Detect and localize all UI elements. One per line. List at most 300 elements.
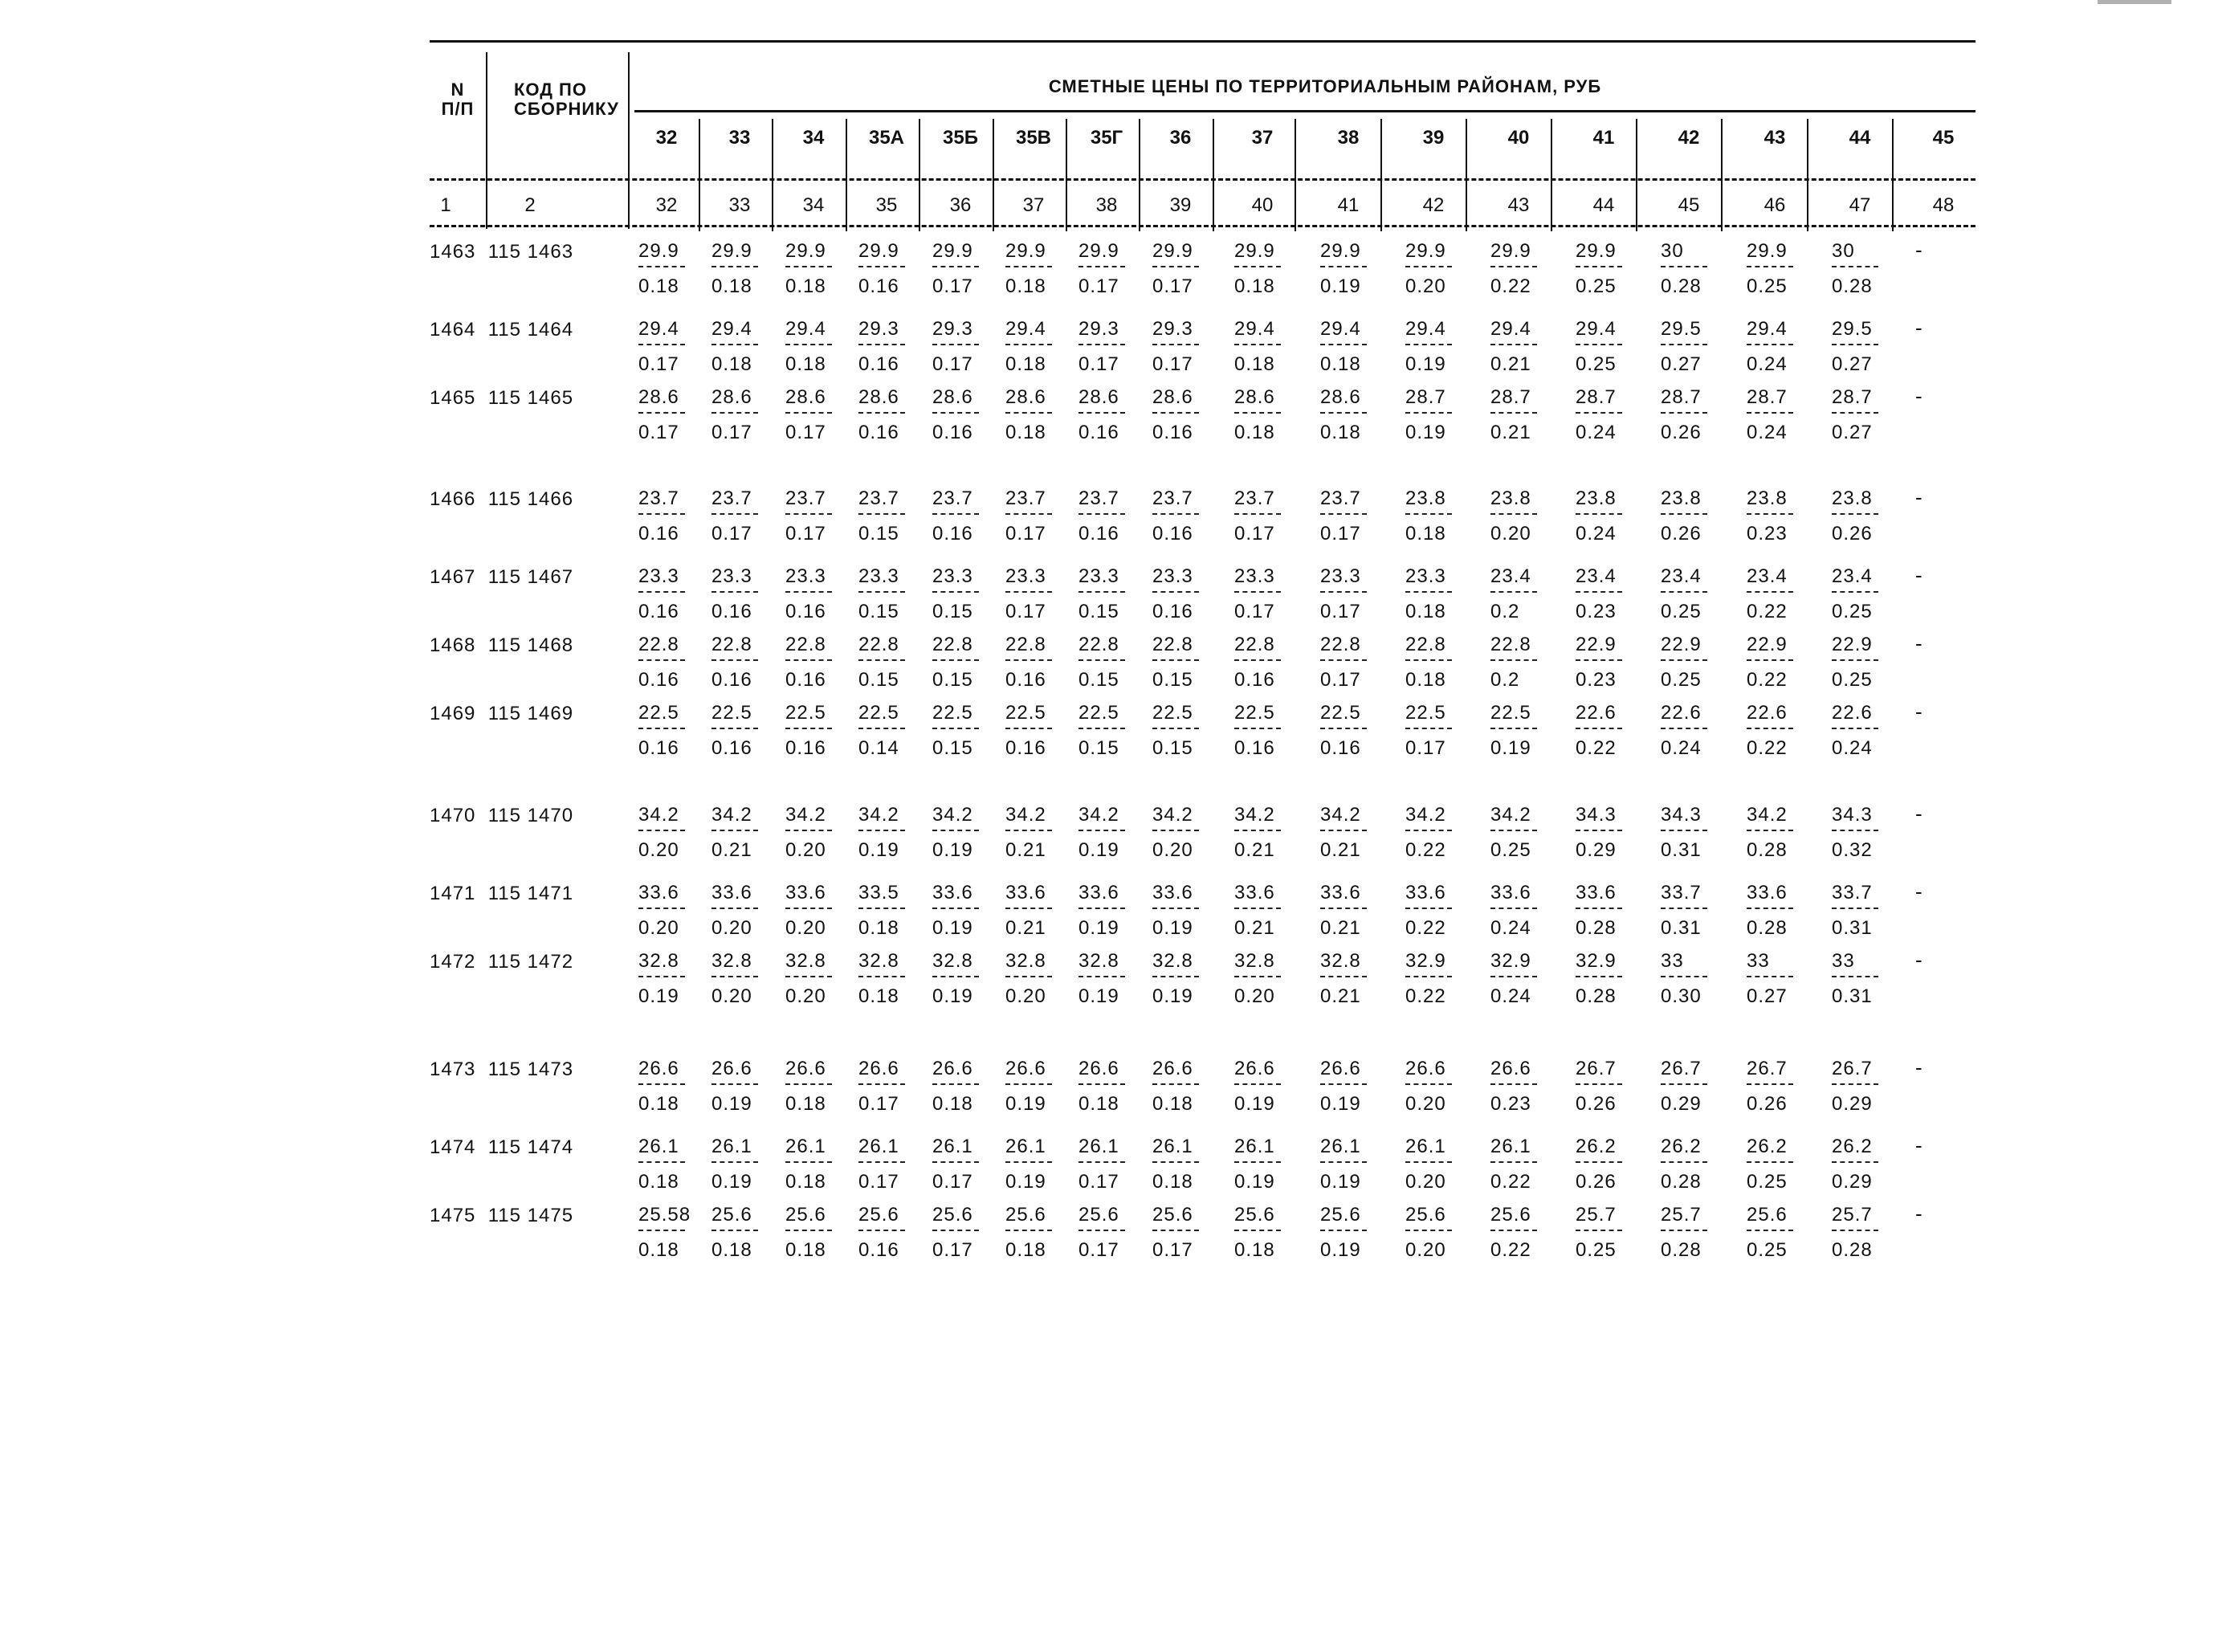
cost-cell: 0.25 — [1747, 275, 1788, 297]
fraction-dash — [1576, 976, 1622, 977]
fraction-dash — [1152, 1083, 1199, 1085]
fraction-dash — [711, 1083, 758, 1085]
column-divider — [993, 119, 994, 231]
district-header: 33 — [728, 127, 751, 149]
price-cell: 26.6 — [1234, 1058, 1275, 1079]
cost-cell: 0.16 — [1005, 737, 1046, 759]
fraction-dash — [1661, 1083, 1707, 1085]
cost-cell: 0.16 — [711, 737, 752, 759]
fraction-dash — [1005, 1161, 1052, 1163]
row-code: 115 1475 — [487, 1205, 574, 1226]
column-divider — [1213, 119, 1214, 231]
spacer — [475, 883, 487, 904]
fraction-dash — [1576, 266, 1622, 267]
price-cell: 32.8 — [1320, 950, 1361, 972]
fraction-dash — [711, 976, 758, 977]
row-code: 115 1474 — [487, 1136, 574, 1158]
fraction-dash — [785, 266, 832, 267]
fraction-dash — [1005, 728, 1052, 729]
fraction-dash — [1320, 1230, 1367, 1231]
fraction-dash — [785, 1083, 832, 1085]
cost-cell: 0.31 — [1661, 917, 1702, 939]
cost-cell: 0.19 — [1405, 353, 1446, 375]
cost-cell: 0.25 — [1832, 669, 1873, 691]
cost-cell: 0.18 — [1234, 275, 1275, 297]
fraction-dash — [1005, 1230, 1052, 1231]
price-cell: 26.2 — [1576, 1136, 1617, 1157]
last-column-cell: - — [1915, 879, 1922, 904]
column-divider — [1892, 119, 1894, 231]
price-cell: 23.7 — [785, 487, 826, 509]
price-cell: 33.6 — [1747, 882, 1788, 904]
fraction-dash — [785, 659, 832, 661]
price-cell: 34.2 — [1234, 804, 1275, 826]
fraction-dash — [711, 344, 758, 345]
fraction-dash — [1234, 659, 1281, 661]
price-cell: 23.3 — [1152, 565, 1193, 587]
fraction-dash — [1576, 591, 1622, 593]
price-cell: 34.2 — [858, 804, 899, 826]
cost-cell: 0.27 — [1661, 353, 1702, 375]
fraction-dash — [1832, 591, 1878, 593]
price-cell: 22.5 — [711, 702, 752, 724]
cost-cell: 0.17 — [932, 275, 973, 297]
column-number: 33 — [728, 194, 751, 216]
fraction-dash — [1234, 412, 1281, 414]
column-divider — [1551, 119, 1552, 231]
price-cell: 34.2 — [1747, 804, 1788, 826]
cost-cell: 0.16 — [785, 601, 826, 622]
fraction-dash — [638, 659, 685, 661]
cost-cell: 0.27 — [1832, 353, 1873, 375]
cost-cell: 0.23 — [1490, 1093, 1531, 1115]
cost-cell: 0.28 — [1661, 1171, 1702, 1193]
cost-cell: 0.19 — [1405, 422, 1446, 443]
price-cell: 22.9 — [1832, 634, 1873, 655]
fraction-dash — [1234, 266, 1281, 267]
price-cell: 22.9 — [1576, 634, 1617, 655]
fraction-dash — [1320, 1161, 1367, 1163]
price-cell: 34.2 — [711, 804, 752, 826]
cost-cell: 0.17 — [711, 523, 752, 545]
fraction-dash — [638, 1161, 685, 1163]
row-number: 1465 — [430, 387, 476, 409]
district-header: 41 — [1592, 127, 1615, 149]
cost-cell: 0.16 — [858, 1239, 899, 1261]
price-cell: 26.6 — [1320, 1058, 1361, 1079]
price-cell: 34.3 — [1661, 804, 1702, 826]
last-column-cell: - — [1915, 1055, 1922, 1079]
cost-cell: 0.19 — [1152, 917, 1193, 939]
price-cell: 33 — [1747, 950, 1770, 972]
district-header: 35Б — [943, 127, 978, 149]
cost-cell: 0.17 — [1152, 1239, 1193, 1261]
fraction-dash — [785, 830, 832, 831]
fraction-dash — [1320, 728, 1367, 729]
fraction-dash — [1661, 830, 1707, 831]
cost-cell: 0.16 — [1152, 601, 1193, 622]
row-label — [430, 703, 573, 725]
cost-cell: 0.17 — [638, 353, 679, 375]
cost-cell: 0.28 — [1747, 839, 1788, 861]
fraction-dash — [1490, 830, 1537, 831]
row-code: 115 1473 — [487, 1059, 574, 1080]
price-cell: 25.7 — [1576, 1204, 1617, 1226]
price-cell: 33.6 — [1078, 882, 1119, 904]
price-cell: 29.9 — [1078, 240, 1119, 262]
fraction-dash — [1405, 976, 1452, 977]
cost-cell: 0.17 — [1234, 523, 1275, 545]
cost-cell: 0.17 — [711, 422, 752, 443]
row-label — [430, 805, 573, 827]
group-title: СМЕТНЫЕ ЦЕНЫ ПО ТЕРРИТОРИАЛЬНЫМ РАЙОНАМ, РУБ — [1048, 76, 1602, 96]
cost-cell: 0.24 — [1832, 737, 1873, 759]
price-cell: 34.2 — [1490, 804, 1531, 826]
fraction-dash — [1320, 976, 1367, 977]
fraction-dash — [1078, 1161, 1125, 1163]
price-cell: 28.6 — [1320, 386, 1361, 408]
row-code: 115 1469 — [487, 703, 574, 724]
fraction-dash — [1152, 1161, 1199, 1163]
cost-cell: 0.21 — [1320, 839, 1361, 861]
cost-cell: 0.16 — [638, 601, 679, 622]
cost-cell: 0.22 — [1405, 917, 1446, 939]
fraction-dash — [1005, 830, 1052, 831]
fraction-dash — [1234, 976, 1281, 977]
cost-cell: 0.17 — [932, 1171, 973, 1193]
cost-cell: 0.19 — [1320, 1239, 1361, 1261]
price-cell: 28.7 — [1832, 386, 1873, 408]
row-number: 1463 — [430, 241, 476, 263]
cost-cell: 0.17 — [1078, 275, 1119, 297]
cost-cell: 0.28 — [1832, 275, 1873, 297]
cost-cell: 0.18 — [638, 1171, 679, 1193]
price-cell: 22.8 — [1405, 634, 1446, 655]
fraction-dash — [1152, 728, 1199, 729]
fraction-dash — [932, 1083, 979, 1085]
fraction-dash — [1661, 659, 1707, 661]
cost-cell: 0.22 — [1405, 839, 1446, 861]
cost-cell: 0.17 — [858, 1093, 899, 1115]
fraction-dash — [1078, 591, 1125, 593]
cost-cell: 0.25 — [1832, 601, 1873, 622]
cost-cell: 0.19 — [1152, 985, 1193, 1007]
cost-cell: 0.22 — [1490, 275, 1531, 297]
price-cell: 34.3 — [1832, 804, 1873, 826]
column-divider — [919, 119, 920, 231]
column-number: 48 — [1932, 194, 1955, 216]
price-cell: 26.6 — [711, 1058, 752, 1079]
price-cell: 26.7 — [1661, 1058, 1702, 1079]
fraction-dash — [932, 728, 979, 729]
price-cell: 25.6 — [1152, 1204, 1193, 1226]
cost-cell: 0.18 — [1005, 353, 1046, 375]
fraction-dash — [711, 591, 758, 593]
column-number: 45 — [1678, 194, 1700, 216]
fraction-dash — [1661, 344, 1707, 345]
fraction-dash — [1747, 659, 1793, 661]
cost-cell: 0.18 — [1152, 1171, 1193, 1193]
price-cell: 22.8 — [711, 634, 752, 655]
price-cell: 22.6 — [1661, 702, 1702, 724]
cost-cell: 0.23 — [1576, 601, 1617, 622]
fraction-dash — [1832, 1083, 1878, 1085]
price-cell: 22.8 — [638, 634, 679, 655]
price-cell: 25.6 — [1490, 1204, 1531, 1226]
fraction-dash — [1234, 728, 1281, 729]
fraction-dash — [1234, 513, 1281, 515]
cost-cell: 0.17 — [1320, 523, 1361, 545]
price-cell: 22.6 — [1576, 702, 1617, 724]
cost-cell: 0.19 — [932, 839, 973, 861]
price-cell: 23.4 — [1661, 565, 1702, 587]
price-cell: 22.9 — [1661, 634, 1702, 655]
fraction-dash — [785, 1161, 832, 1163]
cost-cell: 0.21 — [1490, 422, 1531, 443]
price-cell: 29.4 — [1490, 318, 1531, 340]
fraction-dash — [1747, 1230, 1793, 1231]
price-cell: 23.3 — [932, 565, 973, 587]
column-divider — [1066, 119, 1067, 231]
fraction-dash — [932, 412, 979, 414]
top-rule — [430, 40, 1975, 43]
row-code: 115 1465 — [487, 387, 574, 409]
price-cell: 26.1 — [711, 1136, 752, 1157]
price-cell: 25.6 — [932, 1204, 973, 1226]
price-cell: 22.8 — [1078, 634, 1119, 655]
fraction-dash — [1234, 344, 1281, 345]
last-column-cell: - — [1915, 238, 1922, 262]
price-cell: 32.8 — [1005, 950, 1046, 972]
cost-cell: 0.18 — [638, 1239, 679, 1261]
cost-cell: 0.19 — [1078, 917, 1119, 939]
price-cell: 26.1 — [638, 1136, 679, 1157]
price-cell: 25.6 — [1405, 1204, 1446, 1226]
price-cell: 23.3 — [638, 565, 679, 587]
district-header: 37 — [1251, 127, 1274, 149]
fraction-dash — [1405, 412, 1452, 414]
price-cell: 26.6 — [932, 1058, 973, 1079]
fraction-dash — [785, 513, 832, 515]
column-divider — [1636, 119, 1637, 231]
price-cell: 28.6 — [1152, 386, 1193, 408]
price-cell: 33.6 — [1490, 882, 1531, 904]
spacer — [475, 1059, 487, 1080]
fraction-dash — [1832, 908, 1878, 909]
cost-cell: 0.15 — [1078, 737, 1119, 759]
fraction-dash — [1320, 1083, 1367, 1085]
price-cell: 26.1 — [1005, 1136, 1046, 1157]
fraction-dash — [1747, 344, 1793, 345]
fraction-dash — [785, 1230, 832, 1231]
cost-cell: 0.24 — [1747, 353, 1788, 375]
price-cell: 34.2 — [1005, 804, 1046, 826]
cost-cell: 0.18 — [1320, 353, 1361, 375]
price-cell: 22.8 — [858, 634, 899, 655]
fraction-dash — [638, 591, 685, 593]
cost-cell: 0.21 — [1490, 353, 1531, 375]
last-column-cell: - — [1915, 700, 1922, 724]
fraction-dash — [711, 266, 758, 267]
cost-cell: 0.22 — [1747, 737, 1788, 759]
cost-cell: 0.25 — [1576, 275, 1617, 297]
price-cell: 28.7 — [1405, 386, 1446, 408]
row-number: 1470 — [430, 805, 476, 826]
fraction-dash — [1747, 830, 1793, 831]
cost-cell: 0.20 — [1405, 1171, 1446, 1193]
cost-cell: 0.16 — [1234, 737, 1275, 759]
cost-cell: 0.17 — [932, 353, 973, 375]
row-label — [430, 241, 573, 263]
header-divider-2 — [628, 52, 630, 229]
cost-cell: 0.17 — [638, 422, 679, 443]
fraction-dash — [1405, 266, 1452, 267]
price-cell: 33 — [1661, 950, 1684, 972]
fraction-dash — [711, 908, 758, 909]
price-cell: 32.8 — [638, 950, 679, 972]
cost-cell: 0.17 — [932, 1239, 973, 1261]
fraction-dash — [1747, 908, 1793, 909]
row-code: 115 1471 — [487, 883, 574, 904]
cost-cell: 0.24 — [1576, 422, 1617, 443]
price-cell: 23.7 — [858, 487, 899, 509]
fraction-dash — [1490, 591, 1537, 593]
fraction-dash — [711, 513, 758, 515]
cost-cell: 0.17 — [1078, 353, 1119, 375]
district-header: 35В — [1015, 127, 1052, 149]
price-cell: 23.8 — [1576, 487, 1617, 509]
fraction-dash — [1576, 412, 1622, 414]
price-cell: 34.2 — [932, 804, 973, 826]
fraction-dash — [932, 591, 979, 593]
fraction-dash — [638, 1230, 685, 1231]
row-code: 115 1466 — [487, 488, 574, 510]
cost-cell: 0.15 — [932, 737, 973, 759]
fraction-dash — [1405, 344, 1452, 345]
cost-cell: 0.23 — [1747, 523, 1788, 545]
district-header: 39 — [1422, 127, 1445, 149]
fraction-dash — [858, 412, 905, 414]
price-cell: 23.3 — [1078, 565, 1119, 587]
price-cell: 28.7 — [1661, 386, 1702, 408]
fraction-dash — [1005, 266, 1052, 267]
fraction-dash — [1661, 728, 1707, 729]
fraction-dash — [1747, 591, 1793, 593]
fraction-dash — [1405, 1161, 1452, 1163]
cost-cell: 0.20 — [1005, 985, 1046, 1007]
row-label — [430, 1205, 573, 1227]
column-divider — [699, 119, 700, 231]
fraction-dash — [1078, 976, 1125, 977]
price-cell: 29.4 — [1320, 318, 1361, 340]
fraction-dash — [1490, 344, 1537, 345]
cost-cell: 0.28 — [1747, 917, 1788, 939]
cost-cell: 0.20 — [785, 917, 826, 939]
price-cell: 23.7 — [932, 487, 973, 509]
fraction-dash — [932, 908, 979, 909]
fraction-dash — [1005, 908, 1052, 909]
fraction-dash — [1078, 344, 1125, 345]
price-cell: 28.7 — [1490, 386, 1531, 408]
column-number: 38 — [1095, 194, 1118, 216]
fraction-dash — [1832, 412, 1878, 414]
price-cell: 25.6 — [1005, 1204, 1046, 1226]
column-divider — [1380, 119, 1382, 231]
price-cell: 25.6 — [1078, 1204, 1119, 1226]
fraction-dash — [1747, 513, 1793, 515]
price-cell: 32.8 — [1078, 950, 1119, 972]
fraction-dash — [638, 513, 685, 515]
price-cell: 28.7 — [1576, 386, 1617, 408]
price-cell: 26.1 — [1320, 1136, 1361, 1157]
fraction-dash — [1152, 591, 1199, 593]
column-divider — [772, 119, 773, 231]
col-code-label: КОД ПО СБОРНИКУ — [514, 80, 619, 119]
row-number: 1467 — [430, 566, 476, 588]
fraction-dash — [1490, 728, 1537, 729]
cost-cell: 0.28 — [1832, 1239, 1873, 1261]
spacer — [475, 634, 487, 656]
fraction-dash — [1832, 976, 1878, 977]
fraction-dash — [1152, 659, 1199, 661]
column-number: 43 — [1507, 194, 1530, 216]
column-divider — [1295, 119, 1296, 231]
price-cell: 29.4 — [638, 318, 679, 340]
row-number: 1472 — [430, 951, 476, 973]
price-cell: 33.6 — [1405, 882, 1446, 904]
row-label — [430, 387, 573, 410]
row-label — [430, 1136, 573, 1159]
price-cell: 29.9 — [1005, 240, 1046, 262]
price-cell: 29.9 — [1490, 240, 1531, 262]
cost-cell: 0.16 — [785, 737, 826, 759]
cost-cell: 0.18 — [932, 1093, 973, 1115]
body-dash-rule — [430, 225, 1975, 227]
fraction-dash — [1152, 830, 1199, 831]
fraction-dash — [785, 728, 832, 729]
fraction-dash — [1405, 830, 1452, 831]
column-number: 34 — [802, 194, 825, 216]
cost-cell: 0.19 — [1320, 1093, 1361, 1115]
cost-cell: 0.16 — [1152, 523, 1193, 545]
column-divider — [1721, 119, 1723, 231]
fraction-dash — [1490, 513, 1537, 515]
fraction-dash — [785, 412, 832, 414]
column-number: 2 — [524, 194, 536, 216]
cost-cell: 0.18 — [1405, 669, 1446, 691]
cost-cell: 0.15 — [858, 669, 899, 691]
cost-cell: 0.29 — [1832, 1093, 1873, 1115]
price-cell: 22.9 — [1747, 634, 1788, 655]
fraction-dash — [1078, 266, 1125, 267]
fraction-dash — [785, 591, 832, 593]
cost-cell: 0.17 — [1405, 737, 1446, 759]
fraction-dash — [1005, 1083, 1052, 1085]
fraction-dash — [638, 412, 685, 414]
fraction-dash — [1576, 728, 1622, 729]
price-cell: 23.4 — [1747, 565, 1788, 587]
cost-cell: 0.20 — [638, 917, 679, 939]
cost-cell: 0.15 — [932, 669, 973, 691]
fraction-dash — [932, 659, 979, 661]
price-cell: 26.6 — [638, 1058, 679, 1079]
cost-cell: 0.18 — [1078, 1093, 1119, 1115]
price-cell: 26.1 — [858, 1136, 899, 1157]
price-cell: 32.9 — [1576, 950, 1617, 972]
price-cell: 29.9 — [1234, 240, 1275, 262]
cost-cell: 0.25 — [1490, 839, 1531, 861]
fraction-dash — [858, 728, 905, 729]
